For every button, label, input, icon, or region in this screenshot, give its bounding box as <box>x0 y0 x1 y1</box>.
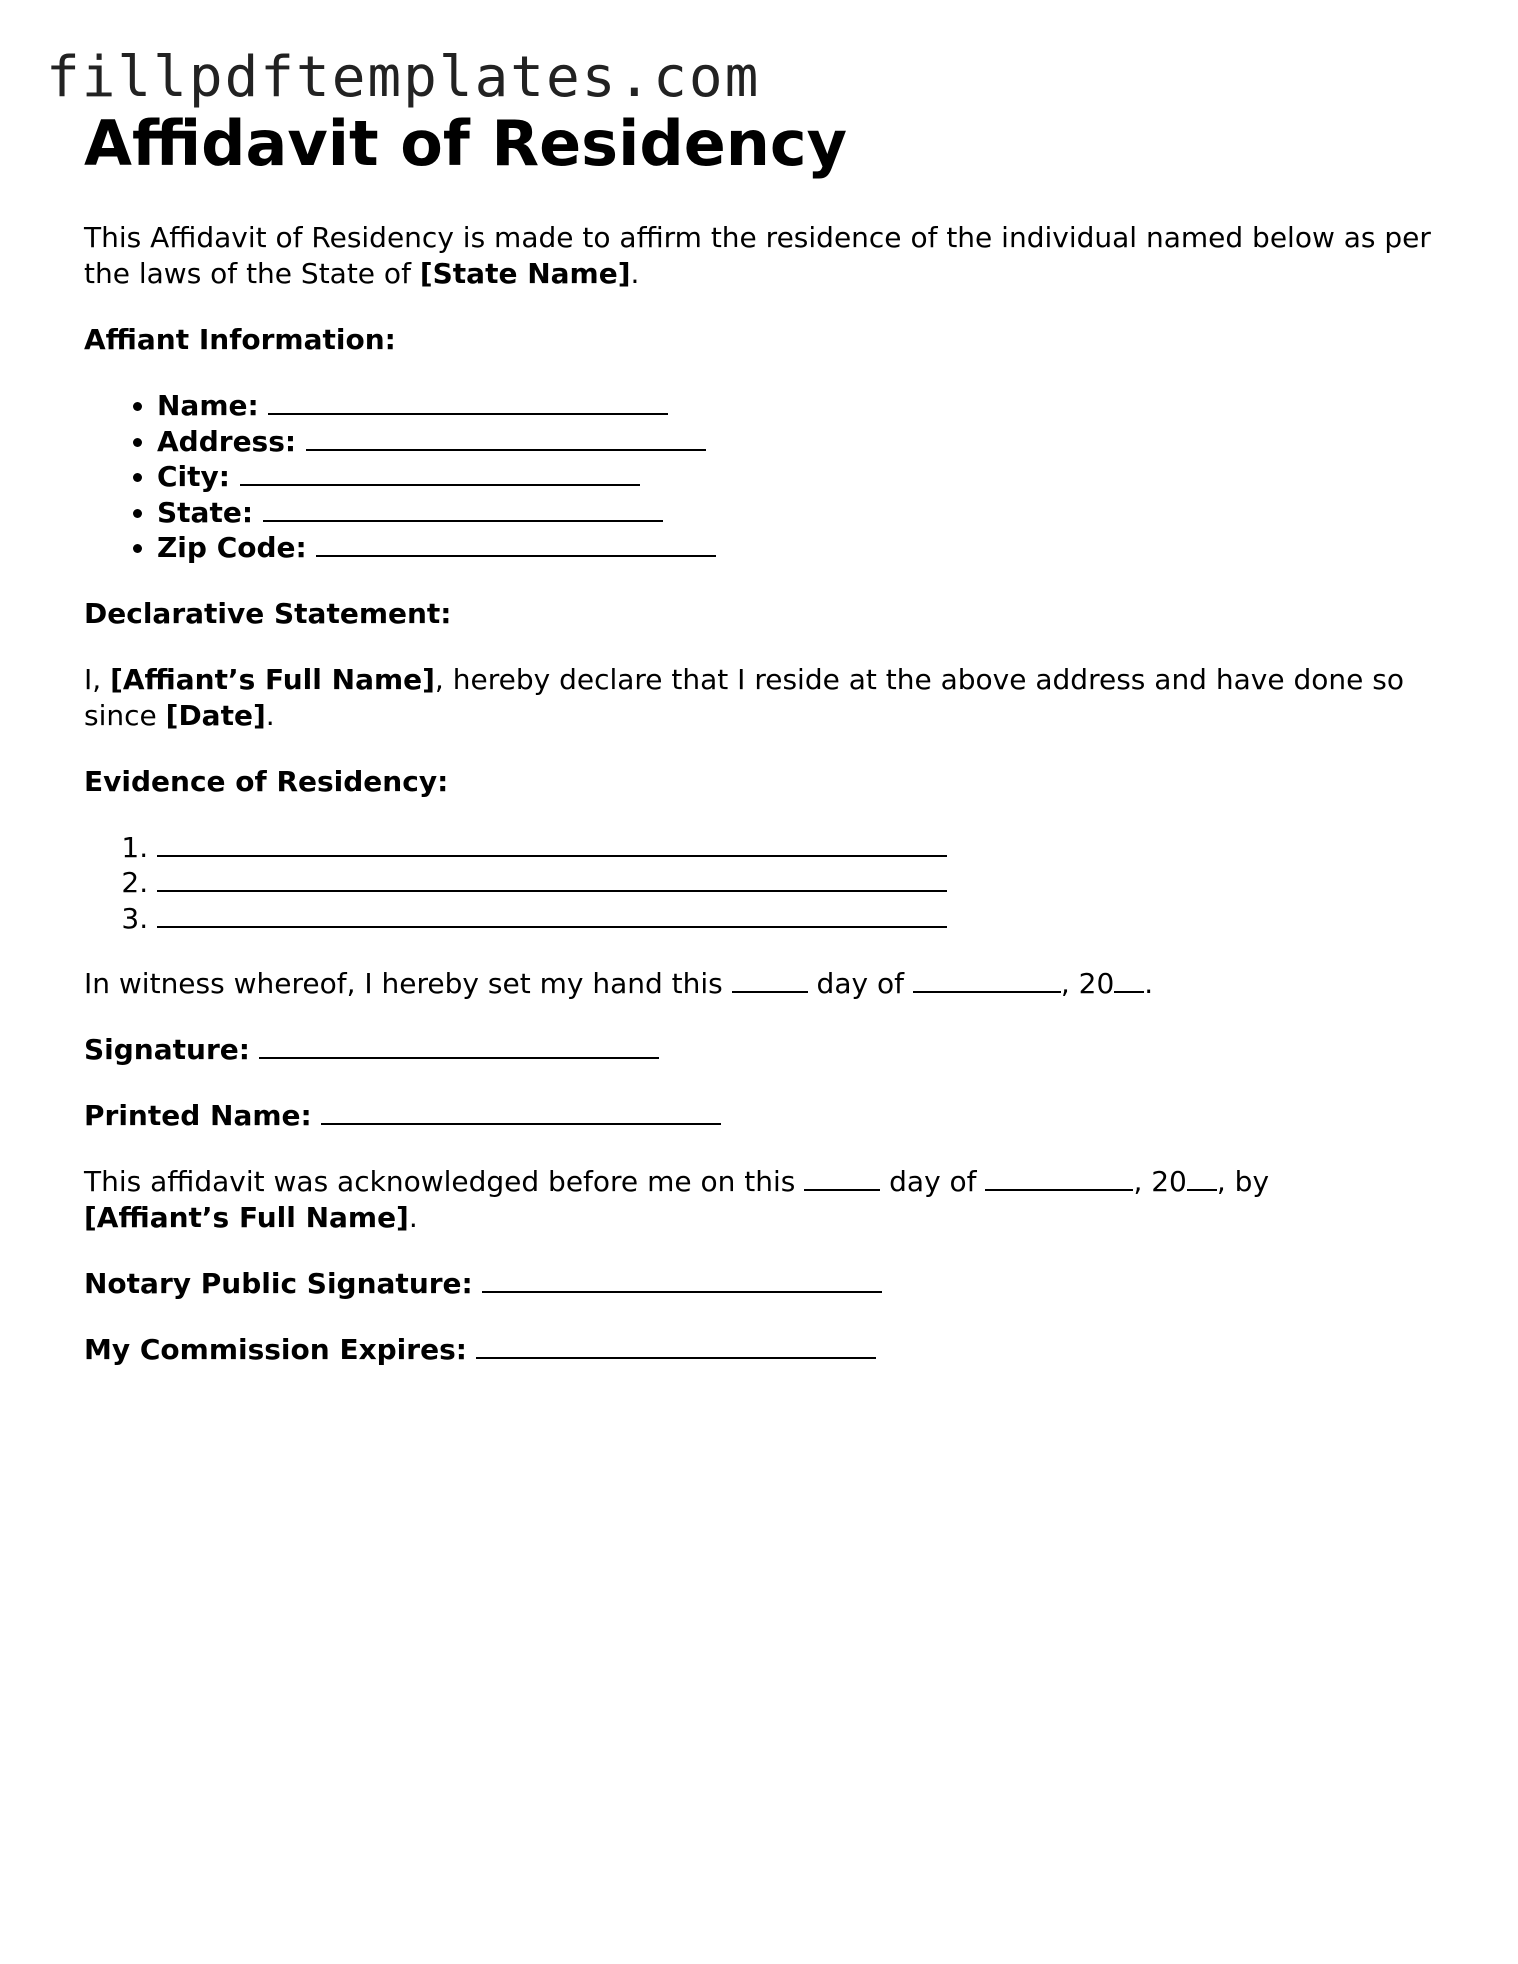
notary-signature-blank[interactable] <box>482 1267 882 1293</box>
field-state-label: State: <box>157 495 254 529</box>
printed-name-line <box>84 1098 1434 1134</box>
state-blank[interactable] <box>263 496 663 522</box>
ack-text-1: This affidavit was acknowledged before me on this <box>84 1165 805 1198</box>
printed-name-blank[interactable] <box>321 1099 721 1125</box>
name-blank[interactable] <box>268 389 668 415</box>
commission-expires-line <box>84 1332 1434 1368</box>
field-zip <box>157 530 1434 566</box>
evidence-item-1 <box>157 830 1434 866</box>
ack-day-blank[interactable] <box>804 1165 880 1191</box>
field-address-label: Address: <box>157 424 297 458</box>
witness-text-2: day of <box>807 967 913 1000</box>
evidence-blank-2[interactable] <box>157 866 947 892</box>
ack-text-4: , by <box>1216 1165 1270 1198</box>
declarative-prefix: I, <box>84 662 111 696</box>
witness-text-4: . <box>1144 967 1154 1000</box>
witness-text-1: In witness whereof, I hereby set my hand this <box>84 967 732 1000</box>
affiant-name-placeholder: [Affiant’s Full Name] <box>110 662 435 696</box>
printed-name-label: Printed Name: <box>84 1099 312 1132</box>
ack-text-3: , 20 <box>1133 1165 1187 1198</box>
witness-day-blank[interactable] <box>732 967 808 993</box>
field-address <box>157 424 1434 460</box>
signature-blank[interactable] <box>259 1033 659 1059</box>
city-blank[interactable] <box>240 460 640 486</box>
declarative-suffix: . <box>265 698 275 732</box>
intro-period: . <box>630 257 640 290</box>
commission-expires-label: My Commission Expires: <box>84 1333 467 1366</box>
evidence-blank-1[interactable] <box>157 831 947 857</box>
intro-paragraph <box>84 220 1434 292</box>
date-placeholder: [Date] <box>165 698 266 732</box>
witness-paragraph <box>84 966 1434 1002</box>
notary-signature-line <box>84 1266 1434 1302</box>
affidavit-document <box>84 106 1434 1368</box>
field-name-label: Name: <box>157 389 259 422</box>
signature-line <box>84 1032 1434 1068</box>
field-state <box>157 495 1434 531</box>
field-city-label: City: <box>157 460 230 493</box>
ack-text-5: . <box>408 1201 418 1234</box>
state-name-placeholder: [State Name] <box>419 257 631 290</box>
affiant-info-heading: Affiant Information: <box>84 323 396 356</box>
commission-expires-blank[interactable] <box>476 1333 876 1359</box>
field-city <box>157 459 1434 495</box>
field-name <box>157 388 1434 424</box>
witness-year-blank[interactable] <box>1114 967 1144 993</box>
intro-text: This Affidavit of Residency is made to affirm the residence of the individual named below as per the laws of the State of <box>84 221 1431 290</box>
notary-signature-label: Notary Public Signature: <box>84 1267 473 1300</box>
affiant-info-list <box>84 388 1434 566</box>
evidence-item-2 <box>157 865 1434 901</box>
ack-affiant-name-placeholder: [Affiant’s Full Name] <box>84 1201 409 1234</box>
declarative-heading: Declarative Statement: <box>84 596 452 630</box>
evidence-list <box>84 830 1434 937</box>
field-zip-label: Zip Code: <box>157 531 307 564</box>
evidence-blank-3[interactable] <box>157 902 947 928</box>
ack-year-blank[interactable] <box>1187 1165 1217 1191</box>
evidence-item-3 <box>157 901 1434 937</box>
witness-text-3: , 20 <box>1060 967 1115 1000</box>
site-watermark: fillpdftemplates.com <box>46 45 761 110</box>
ack-month-blank[interactable] <box>985 1165 1133 1191</box>
witness-month-blank[interactable] <box>913 967 1061 993</box>
signature-label: Signature: <box>84 1033 250 1066</box>
ack-text-2: day of <box>880 1165 986 1198</box>
zip-blank[interactable] <box>316 531 716 557</box>
document-title: Affidavit of Residency <box>84 107 848 180</box>
acknowledgment-paragraph <box>84 1164 1434 1236</box>
address-blank[interactable] <box>306 425 706 451</box>
declarative-middle: , hereby declare that I reside at the above address and have done so since <box>84 662 1404 732</box>
declarative-paragraph <box>84 662 1434 734</box>
evidence-heading: Evidence of Residency: <box>84 764 449 798</box>
